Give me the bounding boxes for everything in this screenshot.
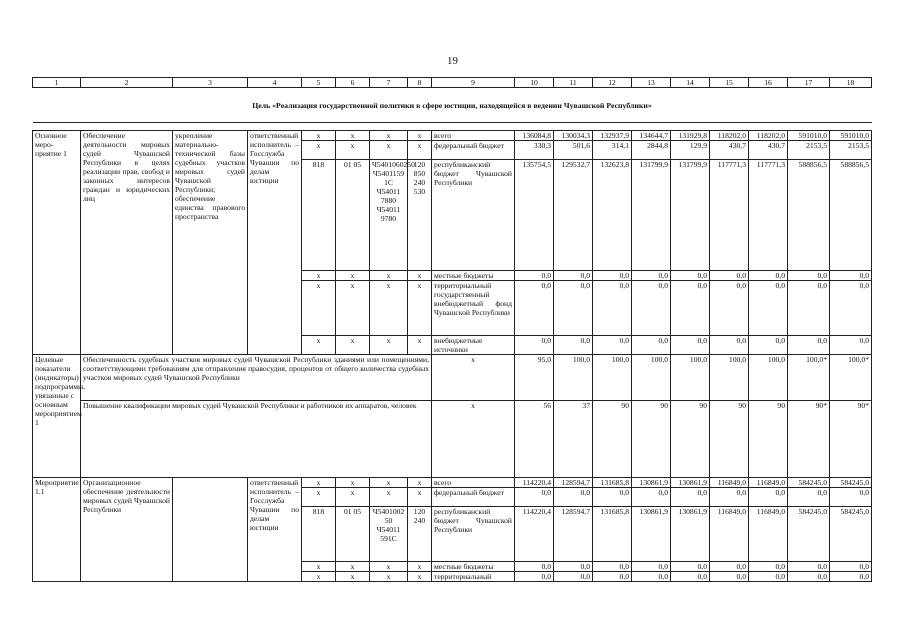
indicator-value-cell: 90 bbox=[671, 401, 710, 478]
value-cell: 501,6 bbox=[554, 141, 593, 160]
indicator-value-cell: 90 bbox=[710, 401, 749, 478]
indicator-value-cell: 37 bbox=[554, 401, 593, 478]
indicator-value-cell: 100,0 bbox=[554, 355, 593, 401]
funding-source-cell: всего bbox=[432, 131, 515, 141]
value-cell: 0,0 bbox=[671, 562, 710, 572]
expected-result-cell: укрепление материально-технической базы судебных участков мировых судей Чувашской Республики; обеспечение единства правового пространства bbox=[173, 131, 248, 355]
indicator-value-cell: 100,0 bbox=[710, 355, 749, 401]
value-cell: 0,0 bbox=[710, 281, 749, 336]
expense-type-cell: x bbox=[408, 131, 432, 141]
funding-source-cell: всего bbox=[432, 478, 515, 488]
value-cell: 0,0 bbox=[632, 572, 671, 582]
value-cell: 0,0 bbox=[749, 281, 788, 336]
event-type-cell: Основное меро-приятие 1 bbox=[33, 131, 81, 355]
grbs-code-cell: x bbox=[302, 488, 336, 507]
indicator-name-cell: Обеспеченность судебных участков мировых судей Чувашской Республики зданиями или помещениями, соответствующими требованиям для отправления правосудия, процентов от общего количества судебных участков мировых судей Чувашской Республики bbox=[81, 355, 432, 401]
value-cell: 132623,8 bbox=[593, 160, 632, 271]
value-cell: 0,0 bbox=[632, 271, 671, 281]
value-cell: 0,0 bbox=[593, 562, 632, 572]
value-cell: 0,0 bbox=[749, 271, 788, 281]
expense-type-cell: x bbox=[408, 141, 432, 160]
indicator-value-cell: 100,0* bbox=[788, 355, 830, 401]
value-cell: 130034,3 bbox=[554, 131, 593, 141]
expense-type-cell: 120 240 bbox=[408, 507, 432, 562]
value-cell: 0,0 bbox=[749, 562, 788, 572]
column-number-header: 14 bbox=[671, 78, 710, 88]
section-code-cell: x bbox=[336, 336, 370, 355]
value-cell: 0,0 bbox=[515, 488, 554, 507]
program-table-container bbox=[32, 77, 870, 582]
section-code-cell: x bbox=[336, 141, 370, 160]
value-cell: 0,0 bbox=[671, 572, 710, 582]
funding-source-cell: территориальный государственный внебюджетный фонд Чувашской Республики bbox=[432, 281, 515, 336]
value-cell: 588856,5 bbox=[788, 160, 830, 271]
targets-label-cell: Целевые показатели (индикаторы) подпрограммы, увязанные с основным мероприятием 1 bbox=[33, 355, 81, 478]
expected-result-cell bbox=[173, 478, 248, 582]
grbs-code-cell: x bbox=[302, 478, 336, 488]
value-cell: 0,0 bbox=[749, 488, 788, 507]
program-table bbox=[32, 77, 872, 582]
section-code-cell: x bbox=[336, 562, 370, 572]
funding-source-cell: внебюджетные источники bbox=[432, 336, 515, 355]
section-code-cell: x bbox=[336, 572, 370, 582]
value-cell: 0,0 bbox=[830, 562, 872, 572]
column-number-header: 13 bbox=[632, 78, 671, 88]
value-cell: 130861,9 bbox=[671, 507, 710, 562]
grbs-code-cell: 818 bbox=[302, 507, 336, 562]
value-cell: 128594,7 bbox=[554, 507, 593, 562]
grbs-code-cell: x bbox=[302, 131, 336, 141]
expense-type-cell: x bbox=[408, 488, 432, 507]
section-code-cell: x bbox=[336, 131, 370, 141]
value-cell: 0,0 bbox=[515, 572, 554, 582]
value-cell: 0,0 bbox=[515, 271, 554, 281]
value-cell: 0,0 bbox=[710, 572, 749, 582]
value-cell: 0,0 bbox=[515, 562, 554, 572]
block1-row bbox=[33, 131, 872, 141]
value-cell: 135754,5 bbox=[515, 160, 554, 271]
column-number-row bbox=[33, 78, 872, 88]
value-cell: 0,0 bbox=[830, 572, 872, 582]
value-cell: 118202,0 bbox=[749, 131, 788, 141]
funding-source-cell: республиканский бюджет Чувашской Республики bbox=[432, 507, 515, 562]
value-cell: 0,0 bbox=[593, 281, 632, 336]
value-cell: 2153,5 bbox=[788, 141, 830, 160]
indicator-value-cell: 90 bbox=[593, 401, 632, 478]
value-cell: 128594,7 bbox=[554, 478, 593, 488]
value-cell: 0,0 bbox=[749, 336, 788, 355]
column-number-header: 1 bbox=[33, 78, 81, 88]
expense-type-cell: x bbox=[408, 572, 432, 582]
target-article-cell: x bbox=[370, 562, 408, 572]
value-cell: 584245,0 bbox=[788, 507, 830, 562]
spacer bbox=[33, 123, 872, 131]
grbs-code-cell: x bbox=[302, 572, 336, 582]
column-number-header: 17 bbox=[788, 78, 830, 88]
value-cell: 0,0 bbox=[515, 336, 554, 355]
expense-type-cell: 120 850 240 530 bbox=[408, 160, 432, 271]
indicator-value-cell: 100,0 bbox=[671, 355, 710, 401]
value-cell: 0,0 bbox=[671, 336, 710, 355]
target-article-cell: x bbox=[370, 281, 408, 336]
event-type-cell: Мероприятие 1.1 bbox=[33, 478, 81, 582]
section-code-cell: 01 05 bbox=[336, 507, 370, 562]
indicator-value-cell: 90 bbox=[749, 401, 788, 478]
value-cell: 0,0 bbox=[554, 572, 593, 582]
target-article-cell: x bbox=[370, 488, 408, 507]
value-cell: 131685,8 bbox=[593, 507, 632, 562]
grbs-code-cell: x bbox=[302, 562, 336, 572]
value-cell: 114220,4 bbox=[515, 478, 554, 488]
value-cell: 2844,8 bbox=[632, 141, 671, 160]
target-article-cell: x bbox=[370, 141, 408, 160]
value-cell: 116849,0 bbox=[710, 507, 749, 562]
section-code-cell: x bbox=[336, 281, 370, 336]
indicator-unit-cell: x bbox=[432, 355, 515, 401]
value-cell: 130861,9 bbox=[671, 478, 710, 488]
value-cell: 0,0 bbox=[830, 271, 872, 281]
target-article-cell: Ч5401060250 Ч5401159 1C Ч54011 7880 Ч54011 9780 bbox=[370, 160, 408, 271]
value-cell: 0,0 bbox=[554, 488, 593, 507]
value-cell: 131929,8 bbox=[671, 131, 710, 141]
value-cell: 0,0 bbox=[554, 562, 593, 572]
value-cell: 0,0 bbox=[788, 488, 830, 507]
expense-type-cell: x bbox=[408, 281, 432, 336]
value-cell: 131799,9 bbox=[671, 160, 710, 271]
value-cell: 116849,0 bbox=[710, 478, 749, 488]
goal-row bbox=[33, 88, 872, 123]
funding-source-cell: территориальный bbox=[432, 572, 515, 582]
value-cell: 430,7 bbox=[749, 141, 788, 160]
section-code-cell: x bbox=[336, 488, 370, 507]
expense-type-cell: x bbox=[408, 336, 432, 355]
value-cell: 129532,7 bbox=[554, 160, 593, 271]
value-cell: 0,0 bbox=[788, 271, 830, 281]
column-number-header: 16 bbox=[749, 78, 788, 88]
target-article-cell: x bbox=[370, 572, 408, 582]
indicator-value-cell: 90 bbox=[632, 401, 671, 478]
value-cell: 0,0 bbox=[710, 271, 749, 281]
value-cell: 314,1 bbox=[593, 141, 632, 160]
funding-source-cell: республиканский бюджет Чувашской Республики bbox=[432, 160, 515, 271]
target-article-cell: x bbox=[370, 336, 408, 355]
value-cell: 116849,0 bbox=[749, 478, 788, 488]
value-cell: 330,3 bbox=[515, 141, 554, 160]
grbs-code-cell: x bbox=[302, 271, 336, 281]
grbs-code-cell: x bbox=[302, 281, 336, 336]
value-cell: 430,7 bbox=[710, 141, 749, 160]
section-code-cell: 01 05 bbox=[336, 160, 370, 271]
value-cell: 0,0 bbox=[671, 281, 710, 336]
indicator-value-cell: 90* bbox=[830, 401, 872, 478]
value-cell: 129,9 bbox=[671, 141, 710, 160]
indicator-value-cell: 100,0* bbox=[830, 355, 872, 401]
column-number-header: 9 bbox=[432, 78, 515, 88]
funding-source-cell: федеральный бюджет bbox=[432, 488, 515, 507]
column-number-header: 5 bbox=[302, 78, 336, 88]
column-number-header: 10 bbox=[515, 78, 554, 88]
value-cell: 132937,9 bbox=[593, 131, 632, 141]
value-cell: 136084,8 bbox=[515, 131, 554, 141]
target-article-cell: x bbox=[370, 271, 408, 281]
value-cell: 0,0 bbox=[788, 336, 830, 355]
executor-cell: ответственный исполнитель – Госслужба Чувашии по делам юстиции bbox=[248, 131, 302, 355]
funding-source-cell: местные бюджеты bbox=[432, 271, 515, 281]
value-cell: 0,0 bbox=[632, 562, 671, 572]
column-number-header: 6 bbox=[336, 78, 370, 88]
value-cell: 0,0 bbox=[788, 572, 830, 582]
value-cell: 116849,0 bbox=[749, 507, 788, 562]
value-cell: 0,0 bbox=[554, 336, 593, 355]
indicator-value-cell: 90* bbox=[788, 401, 830, 478]
funding-source-cell: федеральный бюджет bbox=[432, 141, 515, 160]
column-number-header: 2 bbox=[81, 78, 173, 88]
grbs-code-cell: x bbox=[302, 336, 336, 355]
value-cell: 0,0 bbox=[749, 572, 788, 582]
value-cell: 0,0 bbox=[671, 488, 710, 507]
expense-type-cell: x bbox=[408, 562, 432, 572]
value-cell: 0,0 bbox=[593, 336, 632, 355]
value-cell: 2153,5 bbox=[830, 141, 872, 160]
target-article-cell: Ч5401002 50 Ч54011 591C bbox=[370, 507, 408, 562]
value-cell: 0,0 bbox=[710, 488, 749, 507]
indicator-name-cell: Повышение квалификации мировых судей Чувашской Республики и работников их аппаратов, человек bbox=[81, 401, 432, 478]
indicator-unit-cell: x bbox=[432, 401, 515, 478]
spacer-row bbox=[33, 123, 872, 131]
value-cell: 584245,0 bbox=[830, 478, 872, 488]
value-cell: 131685,8 bbox=[593, 478, 632, 488]
indicator-value-cell: 100,0 bbox=[749, 355, 788, 401]
value-cell: 0,0 bbox=[632, 336, 671, 355]
column-number-header: 4 bbox=[248, 78, 302, 88]
value-cell: 0,0 bbox=[830, 336, 872, 355]
column-number-header: 7 bbox=[370, 78, 408, 88]
block2-row bbox=[33, 478, 872, 488]
value-cell: 0,0 bbox=[671, 271, 710, 281]
value-cell: 130861,9 bbox=[632, 478, 671, 488]
value-cell: 0,0 bbox=[593, 271, 632, 281]
column-number-header: 11 bbox=[554, 78, 593, 88]
goal-title: Цель «Реализация государственной политики в сфере юстиции, находящейся в ведении Чувашской Республики» bbox=[33, 88, 872, 123]
value-cell: 0,0 bbox=[554, 281, 593, 336]
event-name-cell: Обеспечение деятельности мировых судей Чувашской Республики в целях реализации прав, свобод и законных интересов граждан и юридических лиц bbox=[81, 131, 173, 355]
value-cell: 0,0 bbox=[710, 336, 749, 355]
target-article-cell: x bbox=[370, 131, 408, 141]
column-number-header: 15 bbox=[710, 78, 749, 88]
funding-source-cell: местные бюджеты bbox=[432, 562, 515, 572]
value-cell: 117771,3 bbox=[710, 160, 749, 271]
value-cell: 130861,9 bbox=[632, 507, 671, 562]
value-cell: 117771,3 bbox=[749, 160, 788, 271]
value-cell: 134644,7 bbox=[632, 131, 671, 141]
value-cell: 0,0 bbox=[788, 562, 830, 572]
indicator-value-cell: 95,0 bbox=[515, 355, 554, 401]
value-cell: 0,0 bbox=[554, 271, 593, 281]
value-cell: 114220,4 bbox=[515, 507, 554, 562]
event-name-cell: Организационное обеспечение деятельности мировых судей Чувашской Республики bbox=[81, 478, 173, 582]
indicator-value-cell: 100,0 bbox=[632, 355, 671, 401]
value-cell: 0,0 bbox=[593, 572, 632, 582]
value-cell: 118202,0 bbox=[710, 131, 749, 141]
value-cell: 591010,0 bbox=[830, 131, 872, 141]
value-cell: 0,0 bbox=[710, 562, 749, 572]
grbs-code-cell: x bbox=[302, 141, 336, 160]
value-cell: 588856,5 bbox=[830, 160, 872, 271]
value-cell: 131799,9 bbox=[632, 160, 671, 271]
column-number-header: 8 bbox=[408, 78, 432, 88]
column-number-header: 3 bbox=[173, 78, 248, 88]
expense-type-cell: x bbox=[408, 478, 432, 488]
grbs-code-cell: 818 bbox=[302, 160, 336, 271]
value-cell: 584245,0 bbox=[830, 507, 872, 562]
expense-type-cell: x bbox=[408, 271, 432, 281]
value-cell: 0,0 bbox=[593, 488, 632, 507]
value-cell: 0,0 bbox=[830, 281, 872, 336]
value-cell: 584245,0 bbox=[788, 478, 830, 488]
indicator-value-cell: 100,0 bbox=[593, 355, 632, 401]
value-cell: 591010,0 bbox=[788, 131, 830, 141]
value-cell: 0,0 bbox=[632, 488, 671, 507]
indicator-value-cell: 56 bbox=[515, 401, 554, 478]
value-cell: 0,0 bbox=[788, 281, 830, 336]
target-row bbox=[33, 355, 872, 401]
value-cell: 0,0 bbox=[830, 488, 872, 507]
executor-cell: ответственный исполнитель – Госслужба Чувашии по делам юстиции bbox=[248, 478, 302, 582]
target-row bbox=[33, 401, 872, 478]
section-code-cell: x bbox=[336, 271, 370, 281]
page-number: 19 bbox=[447, 55, 458, 67]
value-cell: 0,0 bbox=[632, 281, 671, 336]
section-code-cell: x bbox=[336, 478, 370, 488]
target-article-cell: x bbox=[370, 478, 408, 488]
column-number-header: 12 bbox=[593, 78, 632, 88]
value-cell: 0,0 bbox=[515, 281, 554, 336]
column-number-header: 18 bbox=[830, 78, 872, 88]
